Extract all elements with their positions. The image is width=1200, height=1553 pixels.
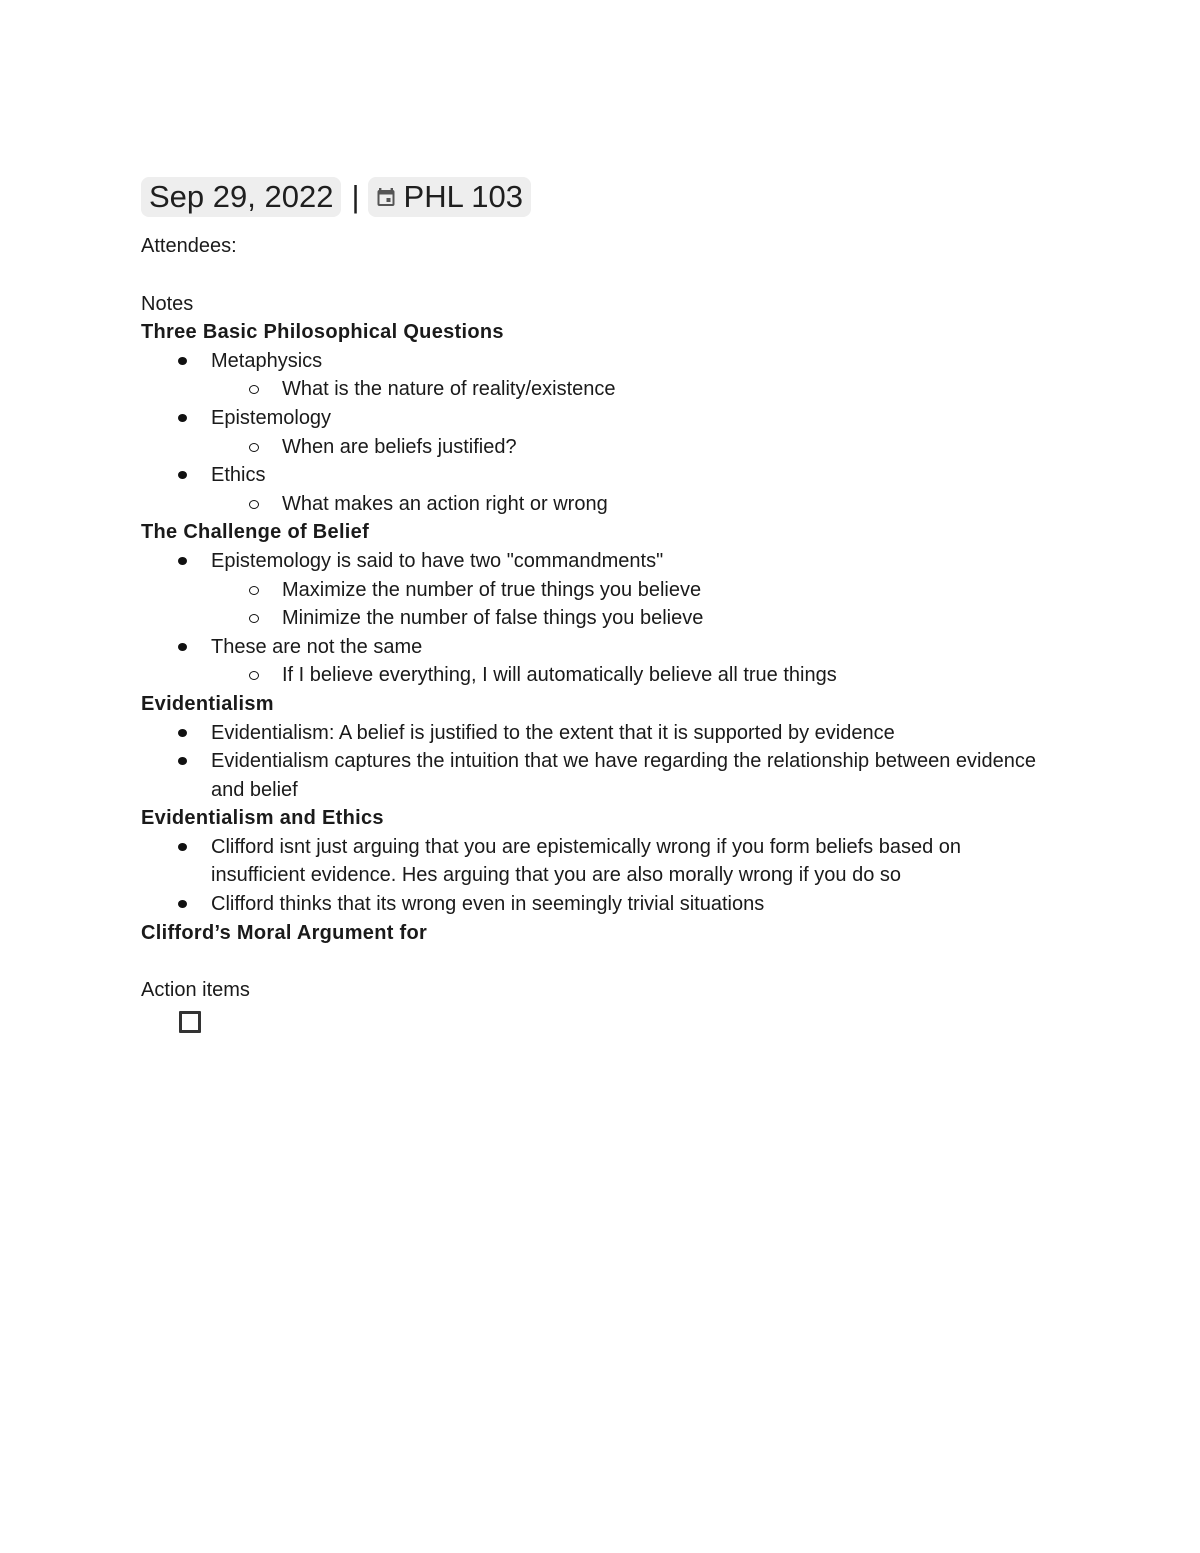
list-item [141,633,1041,690]
list-item-text: Metaphysics [211,349,323,372]
bullet-list [141,547,1041,690]
section-heading: Evidentialism and Ethics [141,807,384,830]
date-chip-label: Sep 29, 2022 [149,179,334,214]
meeting-header [141,176,1041,218]
hollow-bullet-icon [249,586,259,595]
hollow-bullet-icon [249,671,259,680]
sub-list-item [211,490,1041,519]
list-item-text: Evidentialism captures the intuition that we have regarding the relationship between evidence and belief [211,750,1036,801]
notes-sections [141,318,1041,947]
sub-list-item-text: When are beliefs justified? [282,435,517,458]
hollow-bullet-icon [249,500,259,509]
list-item-text: Evidentialism: A belief is justified to the extent that it is supported by evidence [211,721,895,744]
attendees-label: Attendees: [141,235,237,257]
bullet-icon [178,757,187,765]
bullet-icon [178,643,187,651]
bullet-icon [178,843,187,851]
sub-list-item [211,661,1041,690]
sub-list-item [211,604,1041,633]
section-heading: Three Basic Philosophical Questions [141,321,504,344]
sub-list-item-text: Maximize the number of true things you believe [282,578,702,601]
action-items-list [141,1011,1041,1033]
bullet-icon [178,357,187,365]
list-item-text: Epistemology is said to have two "commandments" [211,549,664,572]
action-item [141,1011,1041,1033]
list-item [141,547,1041,633]
sub-list-item-text: What makes an action right or wrong [282,492,608,515]
date-chip[interactable] [141,177,341,217]
sub-bullet-list [141,576,1041,633]
calendar-icon [376,187,396,207]
list-item-text: Clifford isnt just arguing that you are epistemically wrong if you form beliefs based on insufficient evidence. Hes arguing that you are also morally wrong if you do so [211,835,962,887]
bullet-icon [178,557,187,565]
sub-list-item [211,375,1041,404]
notes-label: Notes [141,292,194,315]
bullet-icon [178,414,187,422]
header-separator: | [351,179,360,214]
sub-bullet-list [141,490,1041,519]
action-items-label: Action items [141,979,250,1002]
event-chip[interactable] [368,177,532,217]
list-item [141,347,1041,404]
hollow-bullet-icon [249,385,259,394]
hollow-bullet-icon [249,614,259,623]
list-item [141,833,1041,890]
bullet-list [141,833,1041,919]
bullet-icon [178,729,187,737]
sub-list-item-text: Minimize the number of false things you believe [282,607,704,630]
sub-bullet-list [141,661,1041,690]
list-item [141,747,1041,804]
sub-list-item [211,576,1041,605]
event-chip-label: PHL 103 [403,179,524,214]
list-item-text: Epistemology [211,406,332,429]
section-heading: Clifford’s Moral Argument for [141,921,428,944]
checkbox-icon[interactable] [179,1011,201,1033]
section-heading: Evidentialism [141,692,274,715]
bullet-list [141,347,1041,519]
document-page [141,176,1041,1033]
sub-list-item-text: If I believe everything, I will automatically believe all true things [282,664,837,687]
sub-list-item-text: What is the nature of reality/existence [282,378,616,401]
bullet-icon [178,471,187,479]
list-item [141,719,1041,748]
list-item [141,404,1041,461]
hollow-bullet-icon [249,443,259,452]
list-item [141,890,1041,919]
list-item-text: These are not the same [211,635,423,658]
bullet-icon [178,900,187,908]
sub-bullet-list [141,433,1041,462]
section-heading: The Challenge of Belief [141,521,370,544]
sub-list-item [211,433,1041,462]
list-item-text: Ethics [211,464,266,487]
bullet-list [141,719,1041,805]
list-item-text: Clifford thinks that its wrong even in seemingly trivial situations [211,893,765,916]
sub-bullet-list [141,375,1041,404]
list-item [141,461,1041,518]
